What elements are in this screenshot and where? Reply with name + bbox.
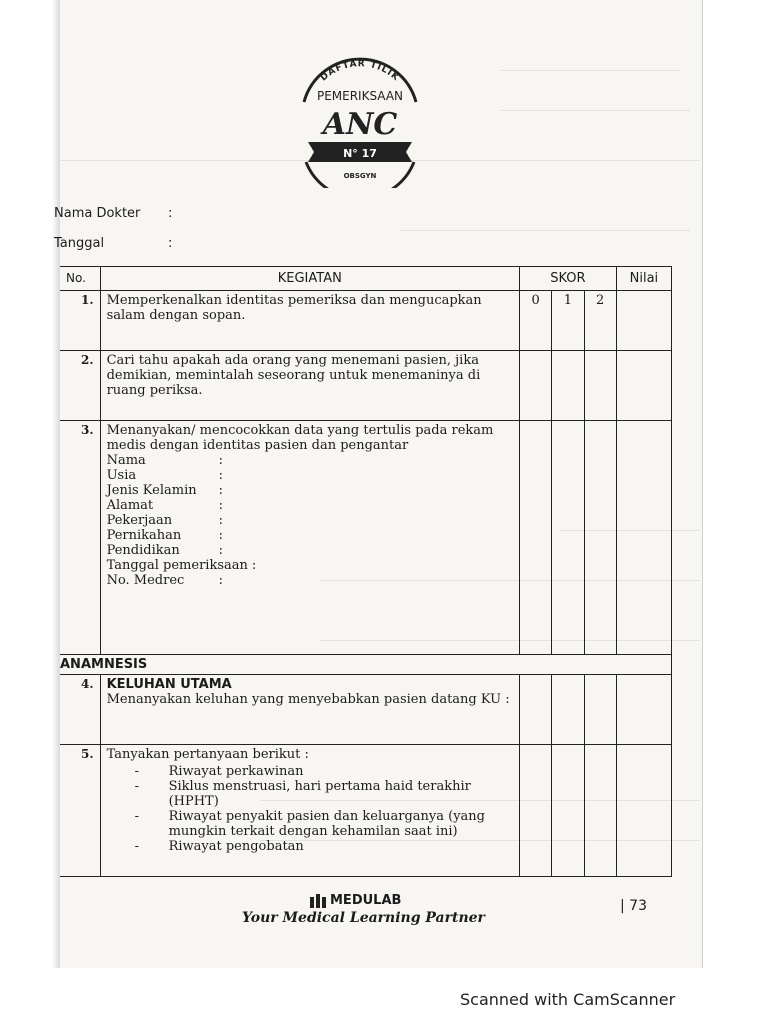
- score-2-cell[interactable]: 2: [584, 291, 616, 351]
- section-title: ANAMNESIS: [60, 655, 672, 675]
- row-activity-cell: [100, 745, 519, 877]
- date-field: [54, 236, 354, 251]
- badge-graphic: [292, 50, 428, 188]
- value-cell[interactable]: [616, 421, 671, 655]
- score-1-cell[interactable]: [552, 745, 584, 877]
- document-page: [54, 0, 703, 968]
- value-cell[interactable]: [616, 675, 671, 745]
- date-colon: :: [168, 236, 173, 251]
- header-no: No.: [60, 267, 100, 291]
- table-row: [60, 745, 672, 877]
- list-item: - Siklus menstruasi, hari pertama haid terakhir (HPHT): [135, 779, 513, 809]
- anc-checklist-badge: [292, 50, 428, 188]
- score-2-cell[interactable]: [584, 745, 616, 877]
- table-row: [60, 421, 672, 655]
- row-number: 3.: [60, 421, 100, 655]
- header-activity: KEGIATAN: [100, 267, 519, 291]
- score-2-cell[interactable]: [584, 351, 616, 421]
- badge-bottom-text: OBSGYN: [343, 172, 377, 180]
- table-header-row: [60, 267, 672, 291]
- row-number: 5.: [60, 745, 100, 877]
- doctor-name-colon: :: [168, 206, 173, 221]
- row-activity-cell: [100, 421, 519, 655]
- row-number: 2.: [60, 351, 100, 421]
- list-item: - Riwayat penyakit pasien dan keluarganya (yang mungkin terkait dengan kehamilan saat ini): [135, 809, 513, 839]
- identity-field-row: Tanggal pemeriksaan :: [106, 558, 257, 573]
- identity-field-row: Pekerjaan :: [106, 513, 223, 528]
- question-list: [107, 764, 513, 854]
- doctor-name-field: [54, 206, 354, 221]
- chief-complaint-title: KELUHAN UTAMA: [106, 677, 232, 692]
- svg-text:DAFTAR TILIK: [319, 59, 401, 83]
- medulab-logo-icon: [310, 894, 326, 908]
- value-cell[interactable]: [616, 745, 671, 877]
- table-row: [60, 291, 672, 351]
- medulab-logo: [310, 893, 401, 908]
- badge-title: PEMERIKSAAN: [316, 89, 404, 103]
- row-activity-text: Menanyakan/ mencocokkan data yang tertulis pada rekam medis dengan identitas pasien dan pengantar: [106, 423, 494, 453]
- badge-number: N° 17: [343, 147, 377, 160]
- score-0-cell[interactable]: [520, 421, 552, 655]
- scanner-watermark: Scanned with CamScanner: [460, 990, 676, 1009]
- list-item: - Riwayat perkawinan: [135, 764, 513, 779]
- brand-tagline: Your Medical Learning Partner: [242, 910, 485, 926]
- row-activity-text: Tanyakan pertanyaan berikut :: [106, 747, 309, 762]
- identity-field-row: Usia :: [106, 468, 223, 483]
- score-0-cell[interactable]: [520, 745, 552, 877]
- score-1-cell[interactable]: [552, 421, 584, 655]
- date-label: Tanggal: [54, 236, 105, 251]
- doctor-name-label: Nama Dokter: [54, 206, 141, 221]
- score-1-cell[interactable]: 1: [552, 291, 584, 351]
- identity-field-row: Pendidikan :: [106, 543, 223, 558]
- row-activity-cell: [100, 675, 519, 745]
- score-1-cell[interactable]: [552, 675, 584, 745]
- header-value: Nilai: [616, 267, 671, 291]
- list-item: - Riwayat pengobatan: [135, 839, 513, 854]
- score-1-cell[interactable]: [552, 351, 584, 421]
- value-cell[interactable]: [616, 351, 671, 421]
- row-number: 4.: [60, 675, 100, 745]
- score-0-cell[interactable]: [520, 351, 552, 421]
- value-cell[interactable]: [616, 291, 671, 351]
- identity-field-row: Jenis Kelamin :: [106, 483, 223, 498]
- row-activity-text: Memperkenalkan identitas pemeriksa dan mengucapkan salam dengan sopan.: [100, 291, 519, 351]
- table-row: [60, 675, 672, 745]
- scan-margin: [0, 0, 60, 968]
- badge-top-text: DAFTAR TILIK: [318, 59, 402, 84]
- page-number: | 73: [620, 898, 647, 914]
- identity-field-row: No. Medrec :: [106, 573, 223, 588]
- row-activity-text: Cari tahu apakah ada orang yang menemani pasien, jika demikian, memintalah seseorang untuk menemaninya di ruang periksa.: [100, 351, 519, 421]
- table-row: [60, 351, 672, 421]
- header-score: SKOR: [520, 267, 617, 291]
- score-0-cell[interactable]: 0: [520, 291, 552, 351]
- score-2-cell[interactable]: [584, 675, 616, 745]
- section-row: [60, 655, 672, 675]
- identity-fields-list: [107, 453, 513, 588]
- identity-field-row: Pernikahan :: [106, 528, 223, 543]
- checklist-table: [60, 266, 672, 877]
- badge-main: ANC: [322, 107, 398, 142]
- row-number: 1.: [60, 291, 100, 351]
- row-activity-text: Menanyakan keluhan yang menyebabkan pasien datang KU :: [106, 692, 510, 707]
- identity-field-row: Alamat :: [106, 498, 223, 513]
- score-2-cell[interactable]: [584, 421, 616, 655]
- identity-field-row: Nama :: [106, 453, 223, 468]
- brand-name: MEDULAB: [330, 893, 402, 908]
- score-0-cell[interactable]: [520, 675, 552, 745]
